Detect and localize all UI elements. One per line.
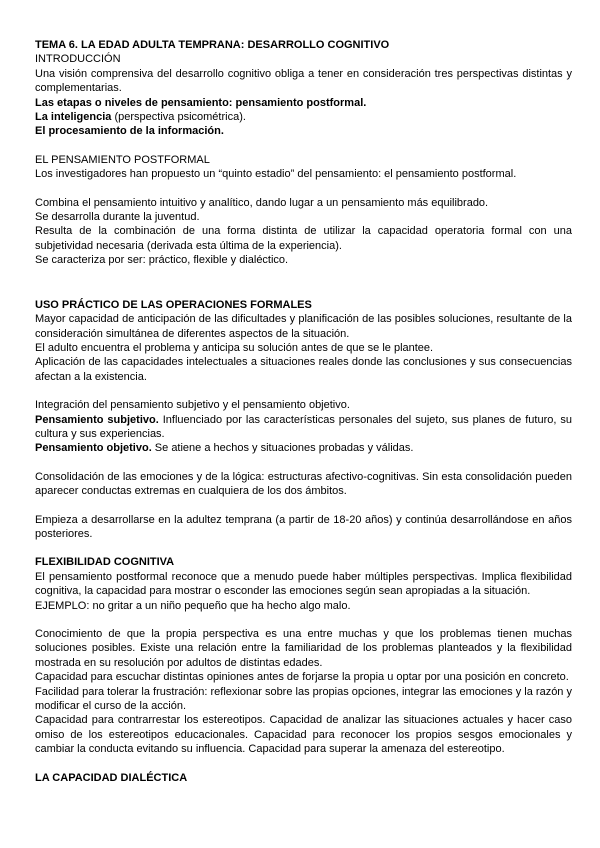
uso-p1: Mayor capacidad de anticipación de las dificultades y planificación de las posibles soluciones, resultante de la consideración simultánea de diferentes aspectos de la situación. — [35, 313, 572, 340]
uso-p5-bold: Pensamiento subjetivo. — [35, 413, 159, 426]
uso-p8: Empieza a desarrollarse en la adultez temprana (a partir de 18-20 años) y continúa desarrollándose en años posteriores. — [35, 513, 572, 540]
flex-p6: Capacidad para contrarrestar los estereotipos. Capacidad de analizar las situaciones actuales y hacer caso omiso de los estereotipos educacionales. Capacidad para reconocer los propios sesgos emocionales y cambiar la conducta evitando su influencia. Capacidad para superar la amenaza del estereotipo. — [35, 714, 572, 756]
dialectica-heading: LA CAPACIDAD DIALÉCTICA — [35, 771, 188, 784]
flex-heading: FLEXIBILIDAD COGNITIVA — [35, 556, 175, 569]
uso-p3: Aplicación de las capacidades intelectuales a situaciones reales donde las conclusiones y sus consecuencias afectan a la existencia. — [35, 356, 572, 383]
intro-heading: INTRODUCCIÓN — [35, 53, 121, 66]
uso-p4: Integración del pensamiento subjetivo y el pensamiento objetivo. — [35, 399, 350, 412]
intro-item-2-rest: (perspectiva psicométrica). — [111, 111, 246, 124]
postformal-heading: EL PENSAMIENTO POSTFORMAL — [35, 153, 210, 166]
intro-item-1: Las etapas o niveles de pensamiento: pensamiento postformal. — [35, 96, 367, 109]
uso-p5 — [35, 413, 572, 442]
uso-heading: USO PRÁCTICO DE LAS OPERACIONES FORMALES — [35, 298, 312, 311]
intro-item-3: El procesamiento de la información. — [35, 125, 224, 138]
uso-p6-bold: Pensamiento objetivo. — [35, 442, 152, 455]
document-title: TEMA 6. LA EDAD ADULTA TEMPRANA: DESARROLLO COGNITIVO — [35, 39, 390, 51]
flex-p3: Conocimiento de que la propia perspectiva es una entre muchas y que los problemas tienen muchas soluciones posibles. Existe una relación entre la familiaridad de los problemas planteados y la flexibilidad mostrada en su resolución por adultos de distintas edades. — [35, 628, 572, 669]
flex-p1: El pensamiento postformal reconoce que a menudo puede haber múltiples perspectivas. Implica flexibilidad cognitiva, la capacidad para mostrar o esconder las emociones según sean apropiadas a la situación. — [35, 570, 572, 598]
postformal-p2: Combina el pensamiento intuitivo y analítico, dando lugar a un pensamiento más equilibrado. — [35, 196, 489, 209]
flex-p4: Capacidad para escuchar distintas opiniones antes de forjarse la propia u optar por una posición en concreto. — [35, 671, 569, 684]
intro-text: Una visión comprensiva del desarrollo cognitivo obliga a tener en consideración tres perspectivas distintas y complementarias. — [35, 67, 572, 95]
flex-p2: EJEMPLO: no gritar a un niño pequeño que ha hecho algo malo. — [35, 599, 351, 612]
postformal-p1: Los investigadores han propuesto un “quinto estadio” del pensamiento: el pensamiento postformal. — [35, 168, 517, 181]
uso-p7: Consolidación de las emociones y de la lógica: estructuras afectivo-cognitivas. Sin esta consolidación pueden aparecer conductas extremas en cualquiera de los dos ámbitos. — [35, 470, 572, 498]
flex-p5: Facilidad para tolerar la frustración: reflexionar sobre las propias opciones, integrar las emociones y la razón y modificar el curso de la acción. — [35, 685, 572, 713]
intro-item-2 — [35, 110, 572, 124]
uso-p6-rest: Se atiene a hechos y situaciones probadas y válidas. — [151, 442, 414, 455]
uso-p6 — [35, 441, 572, 455]
postformal-p5: Se caracteriza por ser: práctico, flexible y dialéctico. — [35, 254, 289, 267]
uso-p2: El adulto encuentra el problema y anticipa su solución antes de que se le plantee. — [35, 341, 434, 354]
postformal-p3: Se desarrolla durante la juventud. — [35, 211, 200, 224]
intro-item-2-bold: La inteligencia — [35, 111, 112, 124]
postformal-p4: Resulta de la combinación de una forma distinta de utilizar la capacidad operatoria formal con una subjetividad necesaria (derivada esta última de la experiencia). — [35, 225, 572, 252]
uso-p5-rest: Influenciado por las características personales del sujeto, sus planes de futuro, su cultura y sus experiencias. — [35, 413, 572, 440]
